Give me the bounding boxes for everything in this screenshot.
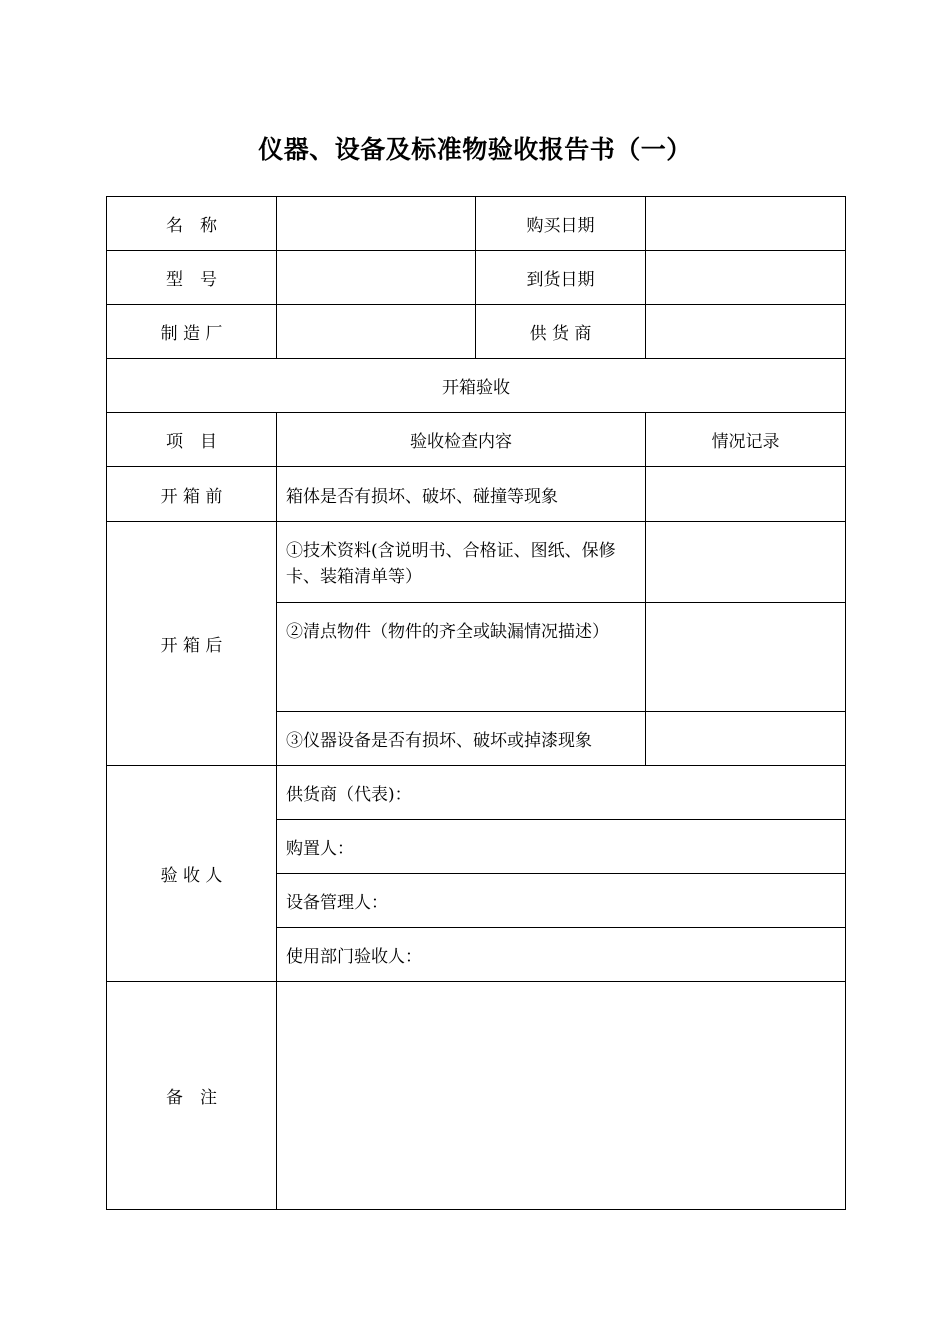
acceptor-equipment-manager-field[interactable]: 设备管理人： bbox=[277, 874, 846, 928]
name-label: 名 称 bbox=[107, 197, 277, 251]
column-header-record: 情况记录 bbox=[646, 413, 846, 467]
remarks-label: 备 注 bbox=[107, 982, 277, 1210]
remarks-field[interactable] bbox=[277, 982, 846, 1210]
row-before-unboxing bbox=[107, 467, 846, 522]
arrival-date-field[interactable] bbox=[646, 251, 846, 305]
row-after-unboxing-1 bbox=[107, 522, 846, 603]
name-field[interactable] bbox=[277, 197, 476, 251]
column-header-content: 验收检查内容 bbox=[277, 413, 646, 467]
after-unboxing-record-field-3[interactable] bbox=[646, 712, 846, 766]
model-field[interactable] bbox=[277, 251, 476, 305]
after-unboxing-item-1: ①技术资料(含说明书、合格证、图纸、保修卡、装箱清单等） bbox=[277, 522, 646, 603]
document-title: 仪器、设备及标准物验收报告书（一） bbox=[258, 135, 692, 164]
before-unboxing-label: 开 箱 前 bbox=[107, 467, 277, 522]
unboxing-section-title: 开箱验收 bbox=[107, 359, 846, 413]
after-unboxing-label: 开 箱 后 bbox=[107, 522, 277, 766]
row-column-headers bbox=[107, 413, 846, 467]
manufacturer-label: 制 造 厂 bbox=[107, 305, 277, 359]
row-name bbox=[107, 197, 846, 251]
acceptors-label: 验 收 人 bbox=[107, 766, 277, 982]
before-unboxing-content: 箱体是否有损坏、破坏、碰撞等现象 bbox=[277, 467, 646, 522]
row-model bbox=[107, 251, 846, 305]
after-unboxing-item-3: ③仪器设备是否有损坏、破坏或掉漆现象 bbox=[277, 712, 646, 766]
purchase-date-label: 购买日期 bbox=[476, 197, 646, 251]
acceptor-department-field[interactable]: 使用部门验收人： bbox=[277, 928, 846, 982]
after-unboxing-record-field-2[interactable] bbox=[646, 603, 846, 712]
model-label: 型 号 bbox=[107, 251, 277, 305]
row-manufacturer bbox=[107, 305, 846, 359]
supplier-label: 供 货 商 bbox=[476, 305, 646, 359]
row-acceptor-supplier bbox=[107, 766, 846, 820]
supplier-field[interactable] bbox=[646, 305, 846, 359]
row-section-title bbox=[107, 359, 846, 413]
acceptor-supplier-field[interactable]: 供货商（代表)： bbox=[277, 766, 846, 820]
after-unboxing-record-field-1[interactable] bbox=[646, 522, 846, 603]
row-remarks bbox=[107, 982, 846, 1210]
purchase-date-field[interactable] bbox=[646, 197, 846, 251]
before-unboxing-record-field[interactable] bbox=[646, 467, 846, 522]
manufacturer-field[interactable] bbox=[277, 305, 476, 359]
acceptor-purchaser-field[interactable]: 购置人： bbox=[277, 820, 846, 874]
column-header-item: 项 目 bbox=[107, 413, 277, 467]
acceptance-form-table bbox=[106, 196, 846, 1210]
arrival-date-label: 到货日期 bbox=[476, 251, 646, 305]
after-unboxing-item-2: ②清点物件（物件的齐全或缺漏情况描述） bbox=[277, 603, 646, 712]
